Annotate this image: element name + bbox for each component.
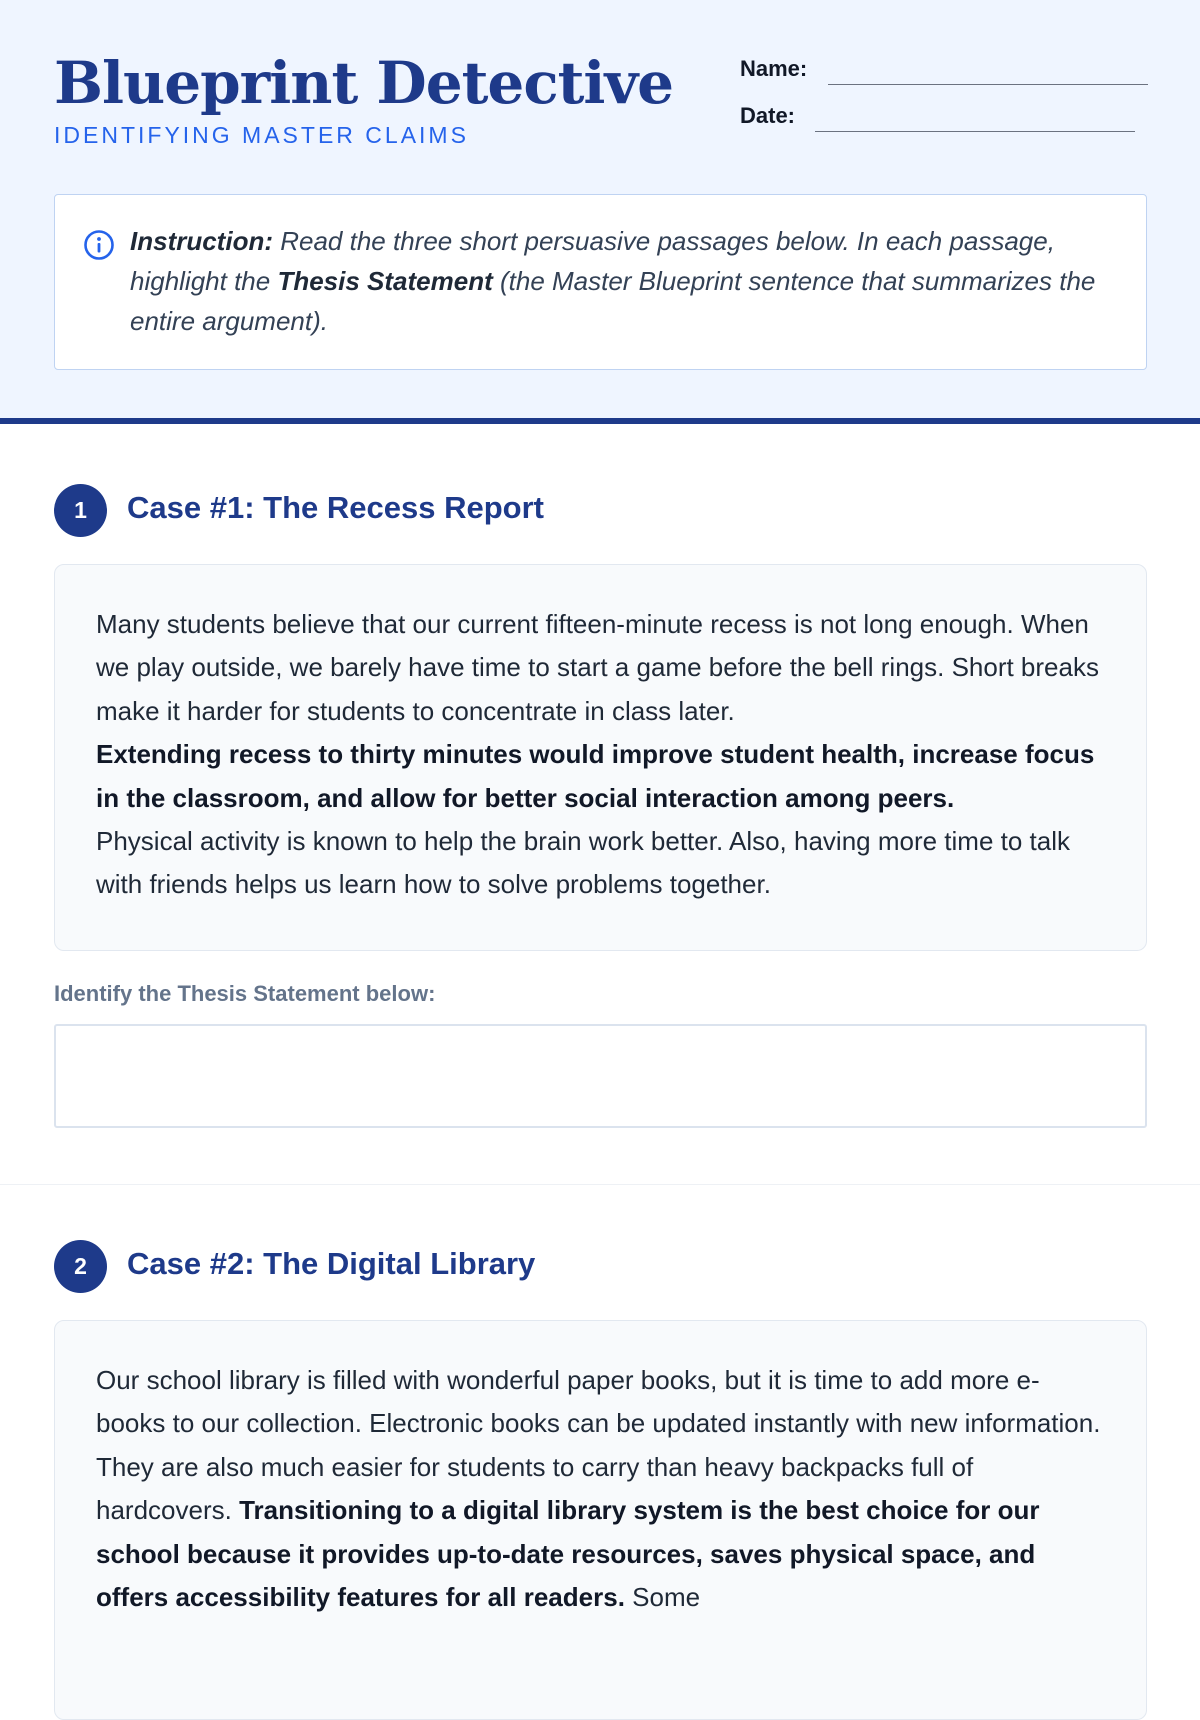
case-1-passage-before: Many students believe that our current fifteen-minute recess is not long enough. When we play outside, we barely have time to start a game before the bell rings. Short breaks make it harder for students to concentrate in class later. bbox=[96, 609, 1099, 726]
instruction-text bbox=[130, 221, 1120, 341]
section-divider bbox=[0, 1184, 1200, 1185]
case-1-title: Case #1: The Recess Report bbox=[127, 490, 544, 525]
case-1-passage-after: Physical activity is known to help the brain work better. Also, having more time to talk with friends helps us learn how to solve problems together. bbox=[96, 826, 1071, 900]
name-field bbox=[740, 56, 807, 82]
case-2-title: Case #2: The Digital Library bbox=[127, 1246, 536, 1281]
instruction-box bbox=[54, 194, 1147, 370]
instruction-text-1: Read the three short persuasive passages below. In each passage, highlight the bbox=[130, 226, 1055, 296]
case-2-passage-after: Some bbox=[632, 1582, 701, 1613]
instruction-lead: Instruction: bbox=[130, 226, 273, 256]
date-line[interactable] bbox=[815, 131, 1135, 132]
instruction-text-2: (the Master Blueprint sentence that summarizes the entire argument). bbox=[130, 266, 1096, 336]
case-1-passage bbox=[54, 564, 1147, 951]
worksheet-title: Blueprint Detective bbox=[54, 49, 674, 117]
case-2-passage bbox=[54, 1320, 1147, 1720]
worksheet-subtitle: IDENTIFYING MASTER CLAIMS bbox=[54, 122, 469, 148]
instruction-emphasis: Thesis Statement bbox=[277, 266, 493, 296]
case-2-thesis: Transitioning to a digital library system is the best choice for our school because it provides up-to-date resources, saves physical space, and offers accessibility features for all readers. bbox=[96, 1495, 1040, 1613]
date-label: Date: bbox=[740, 103, 796, 128]
case-1-prompt: Identify the Thesis Statement below: bbox=[54, 981, 436, 1006]
name-line[interactable] bbox=[828, 84, 1148, 85]
case-2-number-badge: 2 bbox=[54, 1240, 107, 1293]
case-1-answer-box[interactable] bbox=[54, 1024, 1147, 1128]
case-1-number-badge: 1 bbox=[54, 484, 107, 537]
date-field bbox=[740, 103, 795, 129]
worksheet-header bbox=[0, 0, 1200, 424]
case-1-thesis: Extending recess to thirty minutes would improve student health, increase focus in the classroom, and allow for better social interaction among peers. bbox=[96, 739, 1095, 813]
case-2-passage-before: Our school library is filled with wonderful paper books, but it is time to add more e-books to our collection. Electronic books can be updated instantly with new information. They are also much easier for students to carry than heavy backpacks full of hardcovers. bbox=[96, 1365, 1101, 1526]
name-label: Name: bbox=[740, 56, 808, 81]
info-icon bbox=[83, 229, 115, 261]
